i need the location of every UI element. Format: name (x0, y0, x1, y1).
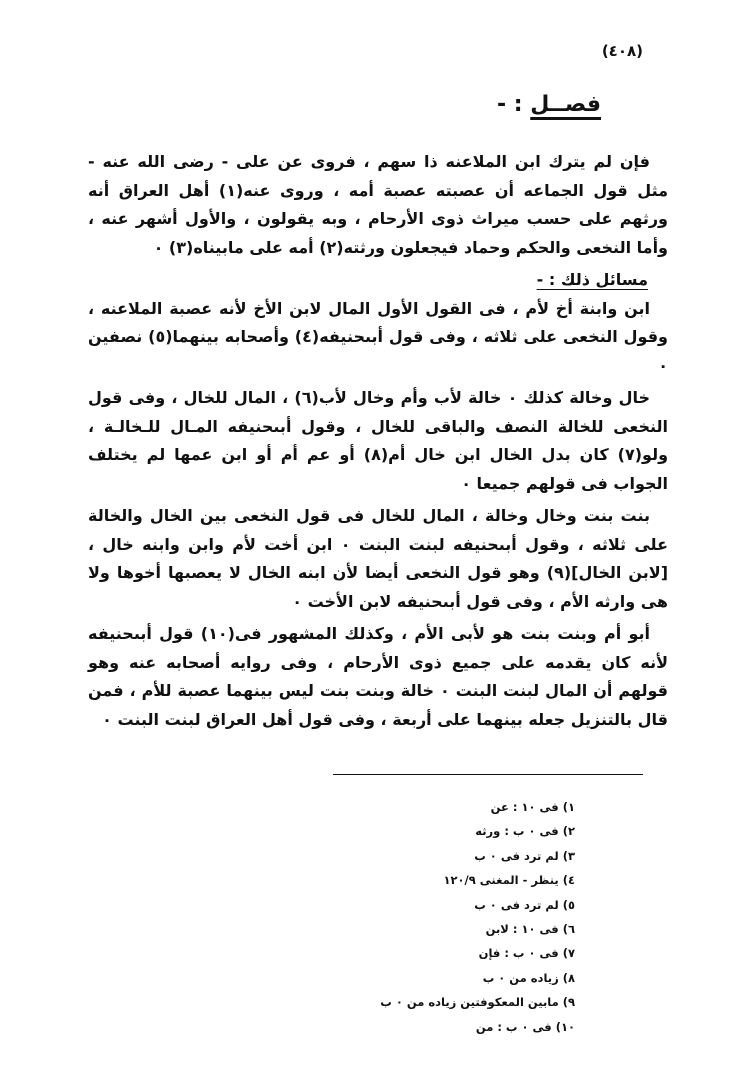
page-number: (٤٠٨) (601, 42, 643, 60)
footnote-item: ٥) لم ترد فى ٠ ب (474, 897, 575, 912)
footnote-item: ٨) زياده من ٠ ب (482, 970, 575, 985)
paragraph-issue-1: ابن وابنة أخ لأم ، فى القول الأول المال لابن الأخ لأنه عصبة الملاعنه ، وقول النخعى على ثلاثه ، وفى قول أبىحنيفه(٤) وأصحابه بينهما(٥) نصفين ٠ (88, 298, 668, 375)
section-title-word: فصــل (530, 92, 601, 117)
footnotes-list (380, 795, 575, 1039)
footnote-item: ١) فى ١٠ : عن (490, 800, 575, 814)
body-text (88, 148, 668, 738)
paragraph-issue-4: أبو أم وبنت بنت هو لأبى الأم ، وكذلك المشهور فى(١٠) قول أبىحنيفه لأنه كان يقدمه على جميع ذوى الأرحام ، وفى روايه أصحابه عنه وهو قولهم أن المال لبنت البنت ٠ خالة وبنت بنت ليس بينهما عصبة للأم ، فمن قال بالتنزيل جعله بينهما على أربعة ، وفى قول أهل العراق لبنت البنت ٠ (88, 624, 668, 729)
section-title (497, 92, 601, 117)
subheading-issues: مسائل ذلك : - (536, 270, 648, 289)
section-title-suffix: : - (496, 92, 523, 117)
footnote-separator (333, 774, 643, 775)
footnote-item: ٦) فى ١٠ : لابن (485, 922, 575, 937)
footnote-item: ٩) مابين المعكوفتين زياده من ٠ ب (380, 995, 575, 1010)
footnote-item: ٣) لم ترد فى ٠ ب (474, 848, 575, 863)
footnote-item: ٤) ينظر - المغنى ١٢٠/٩ (443, 873, 575, 888)
footnote-item: ٧) فى ٠ ب : فإن (478, 946, 575, 961)
footnote-item: ١٠) فى ٠ ب : من (475, 1019, 575, 1034)
paragraph-intro: فإن لم يترك ابن الملاعنه ذا سهم ، فروى عن على - رضى الله عنه - مثل قول الجماعه أن عصبته عصبة أمه ، وروى عنه(١) أهل العراق أنه ورثهم على حسب ميراث ذوى الأرحام ، وبه يقولون ، والأول أشهر عنه ، وأما النخعى والحكم وحماد فيجعلون ورثته(٢) أمه على مابيناه(٣) ٠ (88, 152, 669, 257)
paragraph-issue-2: خال وخالة كذلك ٠ خالة لأب وأم وخال لأب(٦) ، المال للخال ، وفى قول النخعى للخالة النصف والباقى للخال ، وقول أبىحنيفه المـال للـخالـة ، ولو(٧) كان بدل الخال ابن خال أم(٨) أو عم أم أو ابن عمها لم يختلف الجواب فى قولهم جميعا ٠ (88, 388, 669, 493)
footnote-item: ٢) فى ٠ ب : ورثه (475, 824, 575, 839)
paragraph-issue-3: بنت بنت وخال وخالة ، المال للخال فى قول النخعى بين الخال والخالة على ثلاثه ، وقول أبىحنيفه لبنت البنت ٠ ابن أخت لأم وابن وابنه خال ، [لابن الخال](٩) وهو قول النخعى أيضا لأن ابنه الخال لا يعصبها أخوها ولا هى وارثه الأم ، وفى قول أبىحنيفه لابن الأخت ٠ (88, 506, 669, 611)
